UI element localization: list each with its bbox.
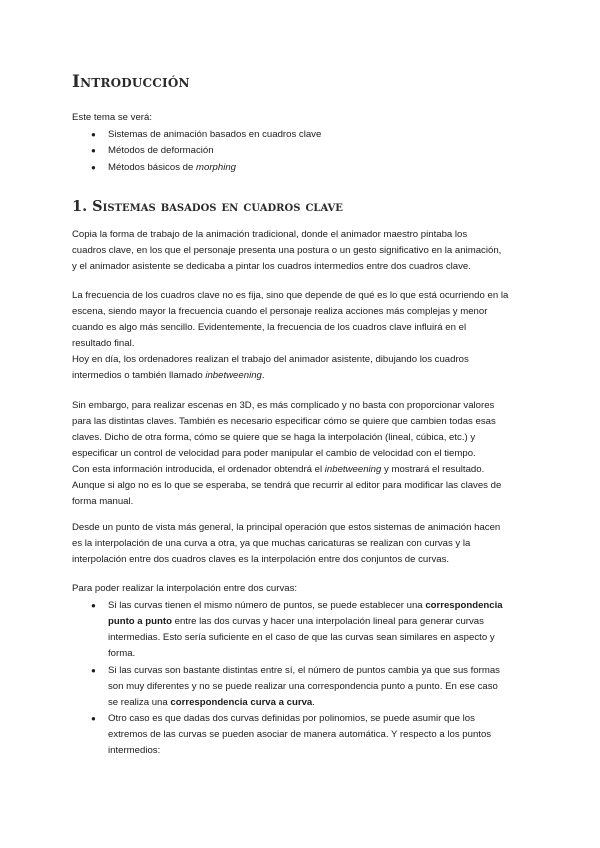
bullet-dot: ● [91, 714, 96, 723]
paragraph-2: La frecuencia de los cuadros clave no es fija, sino que depende de qué es lo que está ocurriendo en la escena, siendo mayor la frecuencia cuando el personaje realiza acciones más complejas y menor cuando es algo más sencillo. Evidentemente, la frecuencia de los cuadros clave influirá en el resultado final. Hoy en día, los ordenadores realizan el trabajo del animador asistente, dibujando los cuadros intermedios o también llamado inbetweening. [72, 290, 509, 381]
paragraph-3: Sin embargo, para realizar escenas en 3D, es más complicado y no basta con proporcionar valores para las distintas claves. También es necesario especificar cómo se quiere que cambien todas esas claves. Dicho de otra forma, cómo se quiere que se haga la interpolación (lineal, cúbica, etc.) y especificar un control de velocidad para poder manipular el cambio de velocidad con el tiempo. Con esta información introducida, el ordenador obtendrá el inbetweening y mostrará el resultado. Aunque si algo no es lo que se esperaba, se tendrá que recurrir al editor para modificar las claves de forma manual. [72, 400, 502, 507]
intro-label: Este tema se verá: [72, 112, 152, 123]
section-title: 1. Sistemas basados en cuadros clave [72, 198, 343, 215]
bullet-line: se realiza una correspondencia curva a curva. [108, 697, 315, 708]
topic-item: Sistemas de animación basados en cuadros clave [108, 129, 322, 140]
bullet-dot: ● [91, 666, 96, 675]
bullet-line: forma. [108, 648, 136, 659]
paragraph-5: Para poder realizar la interpolación entre dos curvas: [72, 583, 298, 594]
bullet-line: extremos de las curvas se pueden asociar de manera automática. Y respecto a los puntos [108, 729, 492, 740]
paragraph-1: Copia la forma de trabajo de la animación tradicional, donde el animador maestro pintaba los cuadros clave, en los que el personaje presenta una postura o un gesto significativo en la animación, y el animador asistente se dedicaba a pintar los cuadros intermedios entre dos cuadros clave. [72, 229, 502, 272]
bullet-dot: ● [91, 601, 96, 610]
bullet-dot: ● [91, 146, 96, 155]
topic-item: Métodos básicos de morphing [108, 162, 236, 173]
paragraph-4: Desde un punto de vista más general, la principal operación que estos sistemas de animación hacen es la interpolación de una curva a otra, ya que muchas caricaturas se realizan con curvas y la interpolación entre dos cuadros claves es la interpolación entre dos conjuntos de curvas. [72, 522, 501, 565]
bullet-line: punto a punto entre las dos curvas y hacer una interpolación lineal para generar curvas [108, 616, 484, 627]
bullet-dot: ● [91, 130, 96, 139]
topic-item: Métodos de deformación [108, 145, 214, 156]
bullet-line: intermedias. Esto sería suficiente en el caso de que las curvas sean similares en aspecto y [108, 632, 495, 643]
bullet-line: Si las curvas son bastante distintas entre sí, el número de puntos cambia ya que sus formas [108, 665, 500, 676]
bullet-line: son muy diferentes y no se puede realizar una correspondencia punto a punto. En ese caso [108, 681, 498, 692]
bullet-line: intermedios: [108, 745, 161, 756]
bullet-line: Si las curvas tienen el mismo número de puntos, se puede establecer una correspondencia [108, 600, 503, 611]
bullet-line: Otro caso es que dadas dos curvas definidas por polinomios, se puede asumir que los [108, 713, 475, 724]
page-title: Introducción [72, 72, 190, 92]
bullet-dot: ● [91, 163, 96, 172]
